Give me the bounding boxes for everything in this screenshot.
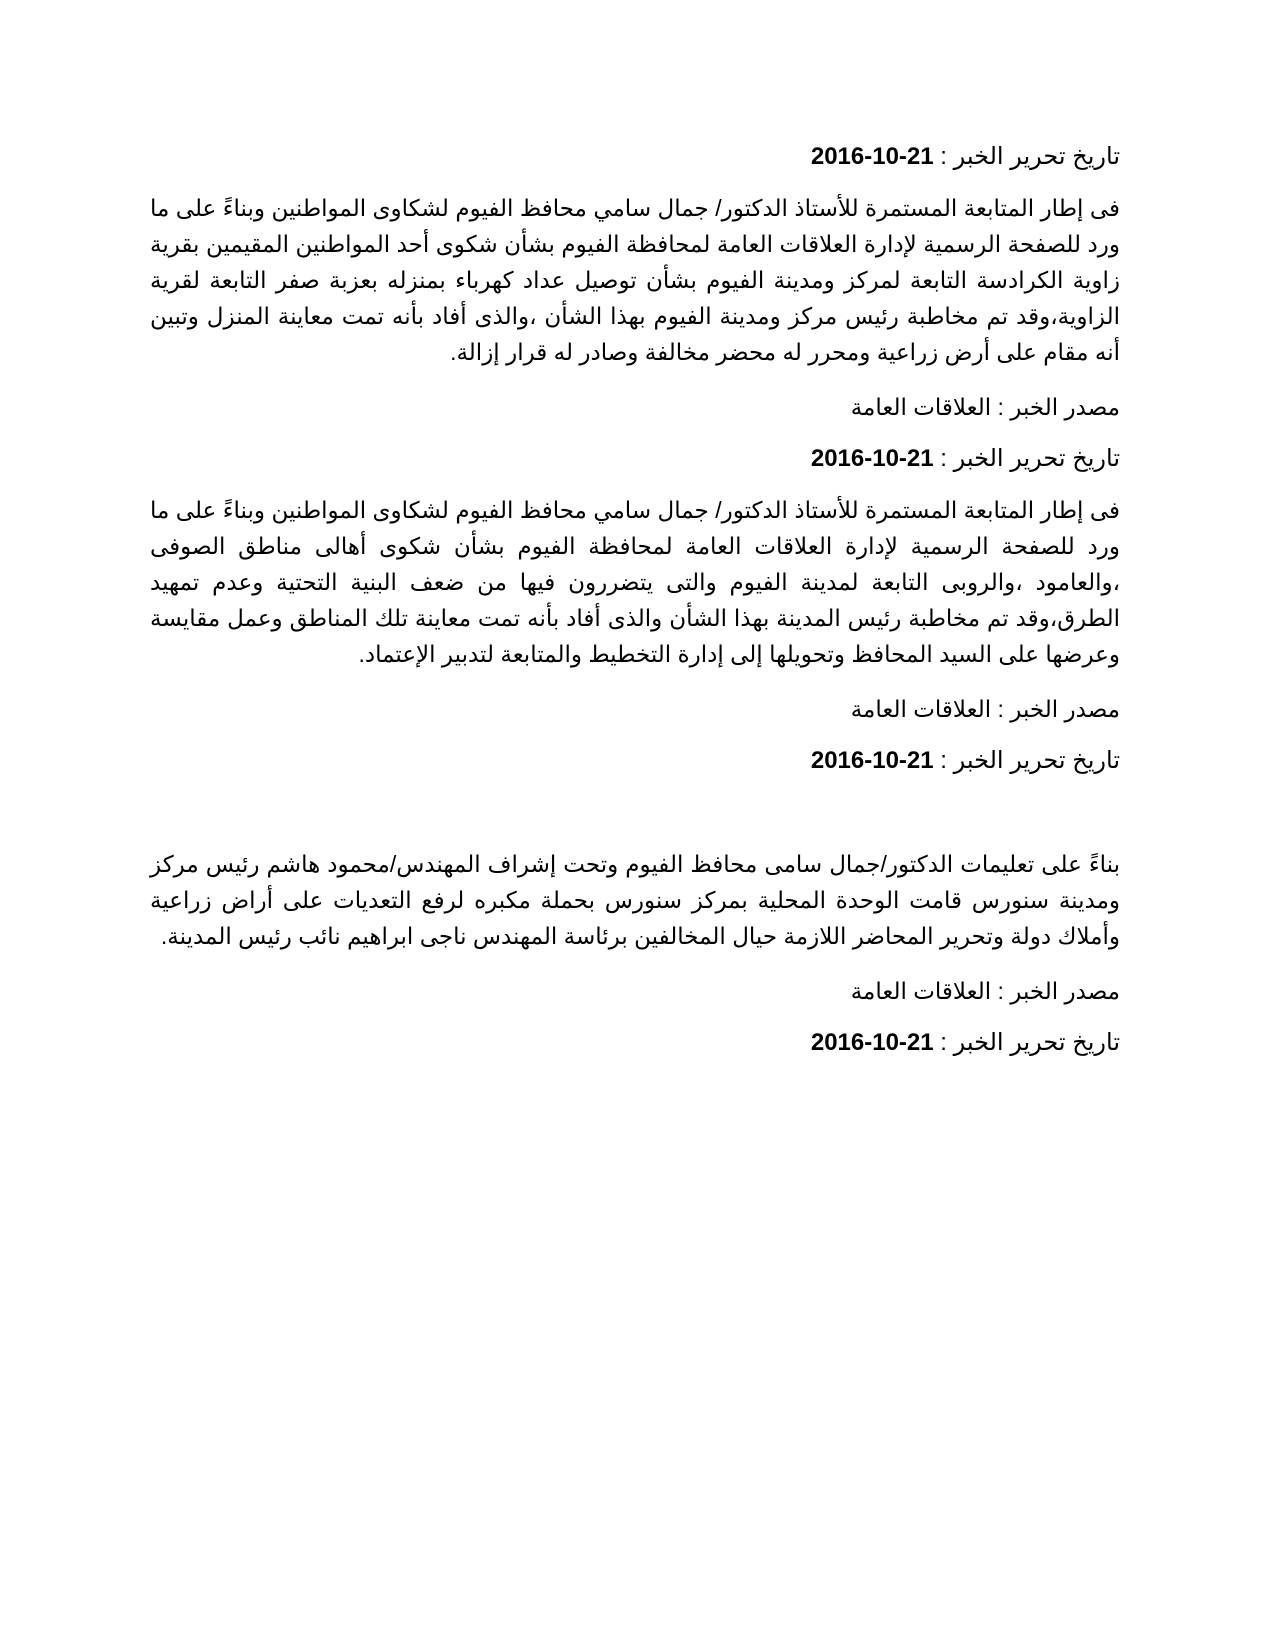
news-date-value: 2016-10-21 [810,747,934,774]
news-date-label: تاريخ تحرير الخبر : [940,143,1120,170]
news-source-3: مصدر الخبر : العلاقات العامة [850,978,1120,1004]
news-date-2 [150,744,1120,778]
news-date-1 [150,442,1120,476]
news-source-1: مصدر الخبر : العلاقات العامة [850,394,1120,420]
news-date [150,140,1120,174]
news-paragraph-3: بناءً على تعليمات الدكتور/جمال سامى محافظ الفيوم وتحت إشراف المهندس/محمود هاشم رئيس مركز ومدينة سنورس قامت الوحدة المحلية بمركز سنورس بحملة مكبره لرفع التعديات على أراض زراعية وأملاك دولة وتحرير المحاضر اللازمة حيال المخالفين برئاسة المهندس ناجى ابراهيم نائب رئيس المدينة. [150,851,1120,949]
news-paragraph-1: فى إطار المتابعة المستمرة للأستاذ الدكتور/ جمال سامي محافظ الفيوم لشكاوى المواطنين وبناءً على ما ورد للصفحة الرسمية لإدارة العلاقات العامة لمحافظة الفيوم بشأن شكوى أحد المواطنين المقيمين بقرية زاوية الكرادسة التابعة لمركز ومدينة الفيوم بشأن توصيل عداد كهرباء بمنزله بعزبة صفر التابعة لقرية الزاوية،وقد تم مخاطبة رئيس مركز ومدينة الفيوم بهذا الشأن ،والذى أفاد بأنه تمت معاينة المنزل وتبين أنه مقام على أرض زراعية ومحرر له محضر مخالفة وصادر له قرار إزالة. [150,195,1120,365]
news-source-2: مصدر الخبر : العلاقات العامة [850,696,1120,722]
news-paragraph-2: فى إطار المتابعة المستمرة للأستاذ الدكتور/ جمال سامي محافظ الفيوم لشكاوى المواطنين وبناءً على ما ورد للصفحة الرسمية لإدارة العلاقات العامة لمحافظة الفيوم بشأن شكوى أهالى مناطق الصوفى ،والعامود ،والروبى التابعة لمدينة الفيوم والتى يتضررون فيها من ضعف البنية التحتية وعدم تمهيد الطرق،وقد تم مخاطبة رئيس المدينة بهذا الشأن والذى أفاد بأنه تمت معاينة تلك المناطق وعمل مقايسة وعرضها على السيد المحافظ وتحويلها إلى إدارة التخطيط والمتابعة لتدبير الإعتماد. [150,497,1120,667]
news-date-label: تاريخ تحرير الخبر : [940,1029,1120,1056]
news-date-label: تاريخ تحرير الخبر : [940,445,1120,472]
news-date-3 [150,1026,1120,1060]
news-date-value: 2016-10-21 [810,1029,934,1056]
news-date-label: تاريخ تحرير الخبر : [940,747,1120,774]
news-date-value: 2016-10-21 [810,445,934,472]
document-page [150,140,1120,1076]
section-spacer [150,794,1120,846]
news-date-value: 2016-10-21 [810,143,934,170]
